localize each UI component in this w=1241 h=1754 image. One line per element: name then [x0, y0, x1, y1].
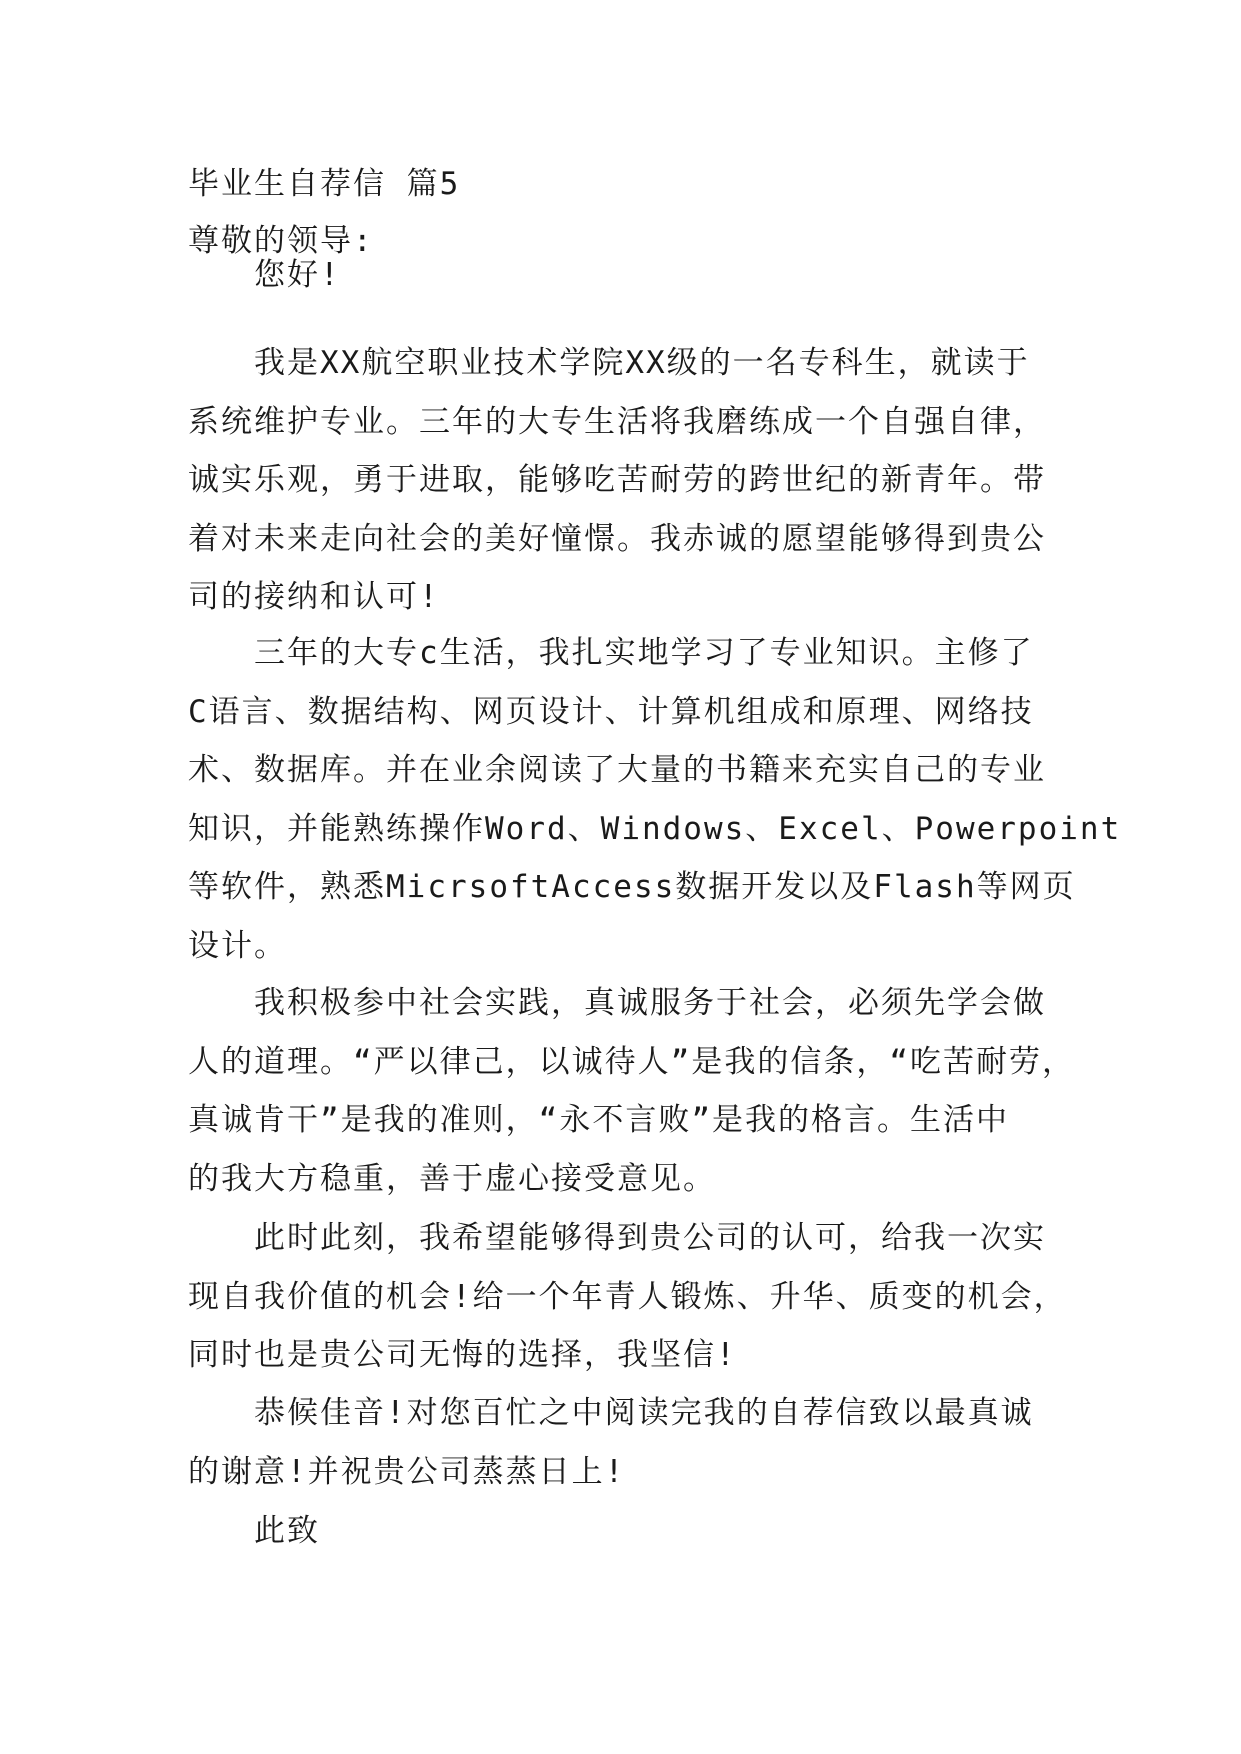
paragraph-line: 司的接纳和认可!	[188, 579, 440, 615]
paragraph-introduction	[188, 334, 1048, 627]
paragraph-line: 术、数据库。并在业余阅读了大量的书籍来充实自己的专业	[188, 752, 1046, 788]
paragraph-line: 的我大方稳重，善于虚心接受意见。	[188, 1160, 716, 1197]
paragraph-line: 等软件，熟悉MicrsoftAccess数据开发以及Flash等网页	[188, 869, 1076, 905]
paragraph-line: 系统维护专业。三年的大专生活将我磨练成一个自强自律，	[188, 403, 1046, 440]
paragraph-line: 三年的大专c生活，我扎实地学习了专业知识。主修了	[254, 635, 1034, 671]
closing-line: 此致	[254, 1513, 320, 1549]
paragraph-line: 恭候佳音!对您百忙之中阅读完我的自荐信致以最真诚	[254, 1395, 1034, 1431]
greeting-line: 您好!	[254, 257, 341, 293]
paragraph-line: 的谢意!并祝贵公司蒸蒸日上!	[188, 1453, 626, 1490]
document-title: 毕业生自荐信 篇5	[188, 166, 461, 202]
paragraph-hope	[188, 1209, 1067, 1385]
closing-paragraph	[188, 1502, 1048, 1561]
paragraph-line: 设计。	[188, 927, 287, 964]
greeting-paragraph	[188, 246, 1048, 305]
paragraph-line: 我是XX航空职业技术学院XX级的一名专科生，就读于	[254, 345, 1030, 381]
paragraph-line: 同时也是贵公司无悔的选择，我坚信!	[188, 1337, 737, 1373]
paragraph-line: 着对未来走向社会的美好憧憬。我赤诚的愿望能够得到贵公	[188, 520, 1046, 557]
paragraph-line: 此时此刻，我希望能够得到贵公司的认可，给我一次实	[254, 1220, 1046, 1256]
paragraph-thanks	[188, 1384, 1048, 1501]
salutation: 尊敬的领导:	[188, 223, 374, 259]
paragraph-line: 知识，并能熟练操作Word、Windows、Excel、Powerpoint	[188, 810, 1122, 847]
paragraph-social-practice	[188, 974, 1075, 1208]
paragraph-line: 人的道理。“严以律己，以诚待人”是我的信条，“吃苦耐劳，	[188, 1043, 1075, 1080]
paragraph-line: C语言、数据结构、网页设计、计算机组成和原理、网络技	[188, 693, 1034, 730]
paragraph-line: 真诚肯干”是我的准则，“永不言败”是我的格言。生活中	[188, 1102, 1009, 1138]
paragraph-line: 诚实乐观，勇于进取，能够吃苦耐劳的跨世纪的新青年。带	[188, 462, 1046, 498]
paragraph-line: 现自我价值的机会!给一个年青人锻炼、升华、质变的机会，	[188, 1278, 1067, 1315]
paragraph-line: 我积极参中社会实践，真诚服务于社会，必须先学会做	[254, 985, 1046, 1021]
paragraph-education	[188, 624, 1122, 975]
